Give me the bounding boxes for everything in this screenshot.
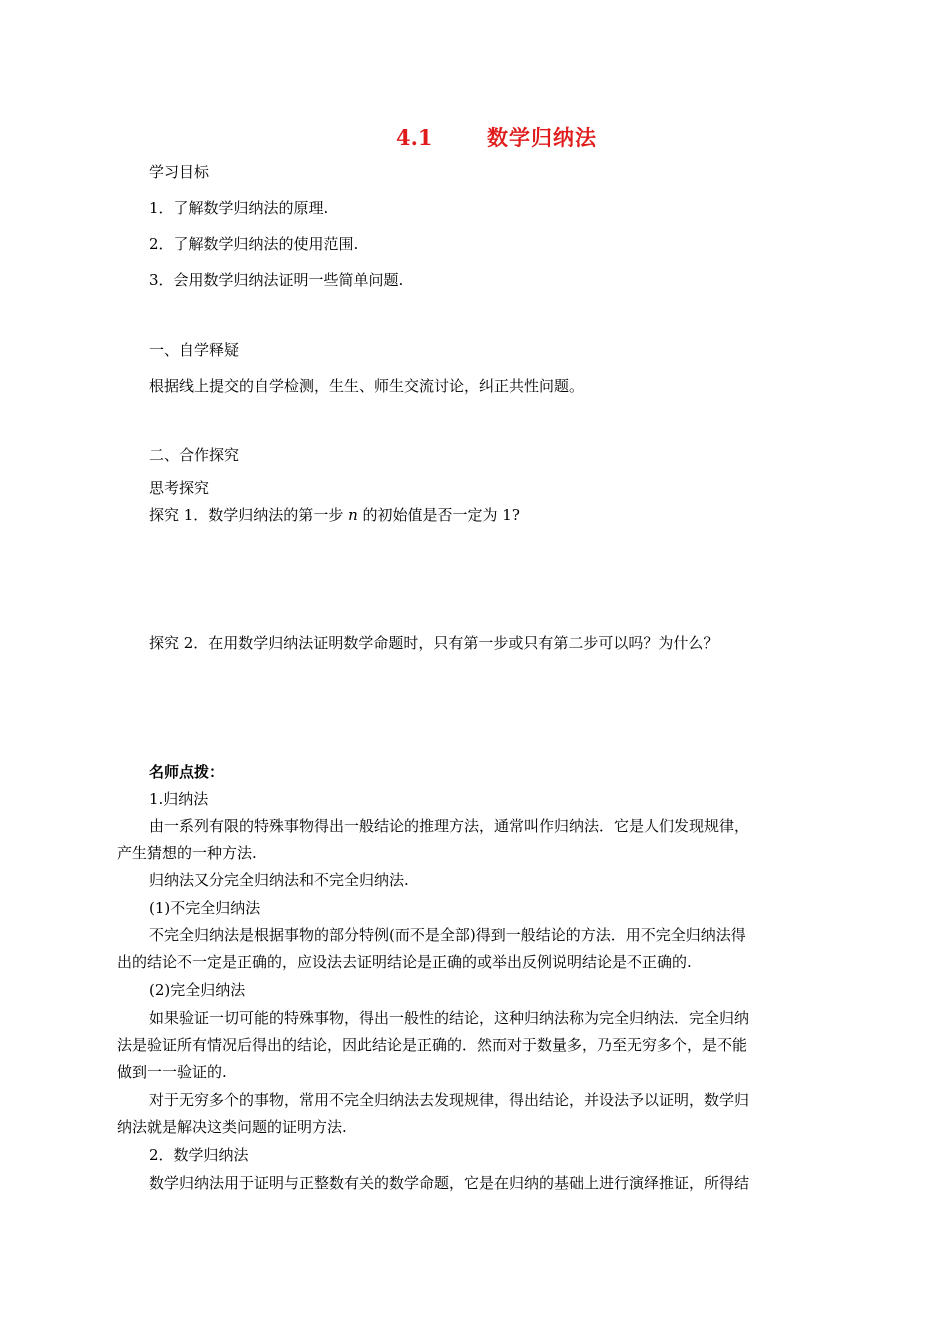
section1-text: 根据线上提交的自学检测，生生、师生交流讨论，纠正共性问题。 (149, 377, 585, 395)
tips-line: 产生猜想的一种方法. (117, 844, 257, 862)
tips-line: 法是验证所有情况后得出的结论，因此结论是正确的．然而对于数量多，乃至无穷多个，是不能 (117, 1036, 748, 1054)
tips-line: 由一系列有限的特殊事物得出一般结论的推理方法，通常叫作归纳法．它是人们发现规律， (149, 817, 750, 835)
question-1-prefix: 探究 1．数学归纳法的第一步 (149, 506, 349, 524)
tips-line: 归纳法又分完全归纳法和不完全归纳法. (149, 871, 409, 889)
tips-line: (2)完全归纳法 (149, 981, 246, 999)
objective-item: 1．了解数学归纳法的原理. (149, 199, 329, 217)
objective-item: 3．会用数学归纳法证明一些简单问题. (149, 271, 404, 289)
tips-heading: 名师点拨： (149, 763, 225, 781)
question-1-suffix: 的初始值是否一定为 1? (357, 506, 520, 524)
variable-n: n (348, 506, 358, 524)
tips-line: 纳法就是解决这类问题的证明方法. (117, 1118, 347, 1136)
tips-line: 不完全归纳法是根据事物的部分特例(而不是全部)得到一般结论的方法．用不完全归纳法得 (149, 926, 746, 944)
section2-subheading: 思考探究 (149, 479, 210, 497)
tips-line: 1.归纳法 (149, 790, 209, 808)
tips-line: 对于无穷多个的事物，常用不完全归纳法去发现规律，得出结论，并设法予以证明，数学归 (149, 1091, 750, 1109)
section1-heading: 一、自学释疑 (149, 341, 240, 359)
tips-line: 做到一一验证的. (117, 1063, 227, 1081)
tips-line: 2．数学归纳法 (149, 1146, 249, 1164)
tips-line: 数学归纳法用于证明与正整数有关的数学命题，它是在归纳的基础上进行演绎推证，所得结 (149, 1174, 750, 1192)
tips-line: 如果验证一切可能的特殊事物，得出一般性的结论，这种归纳法称为完全归纳法．完全归纳 (149, 1009, 750, 1027)
question-1 (149, 505, 520, 525)
objectives-heading: 学习目标 (149, 163, 210, 181)
objective-item: 2．了解数学归纳法的使用范围. (149, 235, 359, 253)
page-title (0, 124, 950, 152)
tips-line: 出的结论不一定是正确的，应设法去证明结论是正确的或举出反例说明结论是不正确的. (117, 953, 692, 971)
title-number: 4.1 (396, 125, 433, 150)
tips-line: (1)不完全归纳法 (149, 899, 261, 917)
section2-heading: 二、合作探究 (149, 446, 240, 464)
title-text: 数学归纳法 (487, 125, 597, 150)
question-2: 探究 2．在用数学归纳法证明数学命题时，只有第一步或只有第二步可以吗？为什么？ (149, 634, 719, 652)
